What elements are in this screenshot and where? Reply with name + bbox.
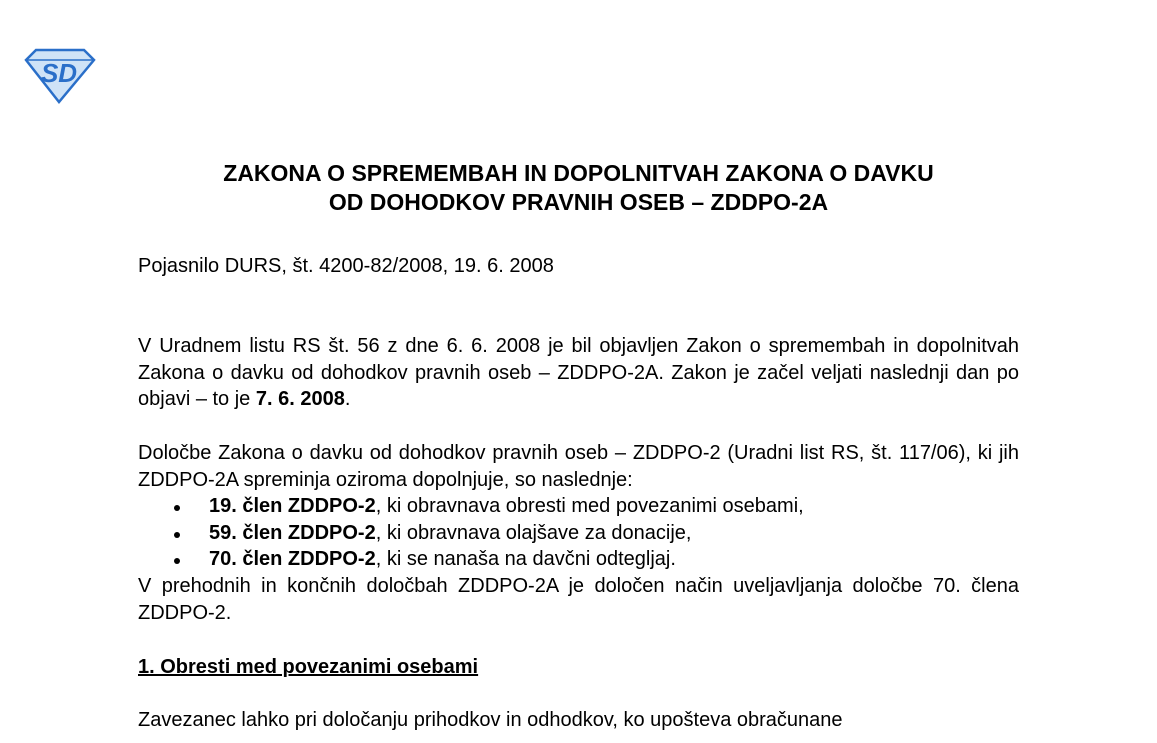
article-ref: 59. člen ZDDPO-2 bbox=[209, 521, 376, 544]
bullet-icon bbox=[174, 532, 180, 538]
section-heading: 1. Obresti med povezanimi osebami bbox=[138, 656, 479, 678]
paragraph-transitional: V prehodnih in končnih določbah ZDDPO-2A je določen način uveljavljanja določbe 70. člena ZDDPO-2. bbox=[138, 575, 1019, 624]
bullet-icon bbox=[174, 505, 180, 511]
logo-text: SD bbox=[40, 58, 78, 88]
paragraph-section-1: Zavezanec lahko pri določanju prihodkov in odhodkov, ko upošteva obračunane bbox=[138, 709, 843, 731]
paragraph-intro bbox=[138, 333, 1019, 413]
reference-line: Pojasnilo DURS, št. 4200-82/2008, 19. 6. 2008 bbox=[138, 255, 554, 277]
paragraph-provisions: Določbe Zakona o davku od dohodkov pravnih oseb – ZDDPO-2 (Uradni list RS, št. 117/06), ki jih ZDDPO-2A spreminja oziroma dopolnjuje, so naslednje: bbox=[138, 442, 1019, 491]
article-desc: , ki obravnava olajšave za donacije, bbox=[375, 521, 692, 544]
document-title bbox=[0, 159, 1157, 217]
bullet-icon bbox=[174, 558, 180, 564]
effective-date: 7. 6. 2008 bbox=[255, 388, 345, 410]
company-logo bbox=[22, 48, 96, 104]
article-desc: , ki se nanaša na davčni odtegljaj. bbox=[375, 548, 676, 570]
paragraph-intro-end: . bbox=[344, 388, 351, 410]
article-ref: 19. člen ZDDPO-2 bbox=[209, 495, 376, 517]
paragraph-intro-text: V Uradnem listu RS št. 56 z dne 6. 6. 2008 je bil objavljen Zakon o spremembah in dopolnitvah Zakona o davku od dohodkov pravnih oseb – ZDDPO-2A. Zakon je začel veljati naslednji dan po objavi – to je bbox=[138, 335, 1019, 410]
list-item bbox=[138, 493, 1019, 520]
article-list bbox=[138, 493, 1019, 573]
list-item bbox=[138, 546, 1019, 573]
article-ref: 70. člen ZDDPO-2 bbox=[209, 548, 376, 570]
title-line-2: OD DOHODKOV PRAVNIH OSEB – ZDDPO-2A bbox=[328, 189, 829, 215]
list-item bbox=[138, 520, 1019, 547]
article-desc: , ki obravnava obresti med povezanimi osebami, bbox=[375, 495, 804, 517]
title-line-1: ZAKONA O SPREMEMBAH IN DOPOLNITVAH ZAKONA O DAVKU bbox=[223, 160, 934, 186]
